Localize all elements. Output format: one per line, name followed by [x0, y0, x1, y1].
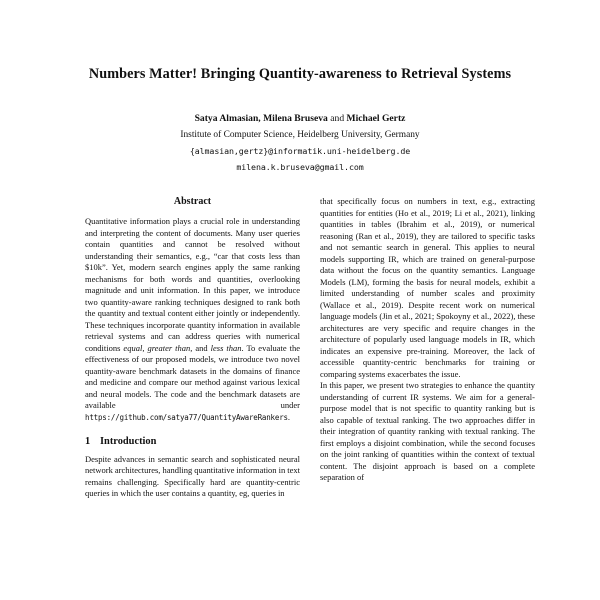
- abstract-text-3: , and: [190, 342, 211, 353]
- author-email-primary: {almasian,gertz}@informatik.uni-heidelberg.de: [189, 145, 411, 156]
- abstract-italic-greater-than: greater than: [147, 342, 191, 353]
- abstract-text-2: ,: [142, 342, 148, 353]
- author-email-secondary: milena.k.bruseva@gmail.com: [236, 162, 364, 173]
- abstract-text-4: . To evaluate the effectiveness of our proposed models, we introduce two novel quantity-aware benchmark datasets in the domains of finance and medicine and compare our method against various lexical and neural models. The code and the benchmark datasets are available under: [85, 342, 300, 411]
- abstract-italic-equal: equal: [123, 342, 143, 353]
- right-column-paragraph-2: In this paper, we present two strategies to enhance the quantity understanding of current IR systems. We aim for a general-purpose model that is not specific to quantity ranking but is also capable of textual ranking. The two approaches differ in their integration of quantity ranking with textual ranking. The first employs a disjoint combination, while the second focuses on the joint ranking of quantities within the context of textual content. The disjoint approach is based on a complete separation of: [320, 380, 535, 483]
- author-names-first: Satya Almasian, Milena Bruseva: [194, 112, 328, 124]
- title-block: [0, 0, 600, 175]
- page-title: Numbers Matter! Bringing Quantity-awareness to Retrieval Systems: [88, 66, 512, 82]
- author-names-last: Michael Gertz: [346, 112, 406, 124]
- abstract-text-5: .: [287, 411, 290, 422]
- author-affiliation: Institute of Computer Science, Heidelberg University, Germany: [180, 129, 420, 140]
- right-column-paragraph-1: that specifically focus on numbers in text, e.g., extracting quantities for entities (Ho et al., 2019; Li et al., 2021), linking quantities in tables (Ibrahim et al., 2019), or numerical reasoning (Ran et al., 2019), they are tailored to specific tasks and not semantic search in general. This applies to neural models supporting IR, which are trained on general-purpose data without the focus on the quantity semantics. Language Models (LM), forming the basis for neural models, exhibit a limited understanding of number scales and proximity (Wallace et al., 2019). Despite recent work on numerical language models (Jin et al., 2021; Spokoyny et al., 2022), these architectures are very specific and require changes in the architecture of popularly used language models in IR, which indicates an expensive pre-training. Moreover, the lack of accessible quantity-centric benchmarks for training or comparing systems exacerbates the issue.: [320, 196, 535, 379]
- code-repository-link[interactable]: https://github.com/satya77/QuantityAwareRankers: [85, 412, 288, 422]
- right-column: [320, 196, 535, 500]
- section-title: Introduction: [100, 436, 157, 448]
- left-column: [85, 196, 300, 500]
- abstract-heading: Abstract: [173, 196, 212, 207]
- introduction-heading: [85, 436, 300, 448]
- author-names: [60, 112, 540, 126]
- body-columns: [0, 196, 600, 500]
- author-conjunction: and: [330, 112, 345, 124]
- abstract-text-1: Quantitative information plays a crucial role in understanding and interpreting the content of documents. Many user queries contain quantities and cannot be resolved without understanding their semantics, e.g., “car that costs less than $10k”. Yet, modern search engines apply the same ranking mechanisms for both words and quantities, overlooking magnitude and unit information. In this paper, we introduce two quantity-aware ranking techniques designed to rank both the quantity and textual content either jointly or independently. These techniques incorporate quantity information in available retrieval systems and can address queries with numerical conditions: [85, 216, 300, 353]
- introduction-paragraph: Despite advances in semantic search and sophisticated neural network architectures, handling quantitative information in text remains challenging. Specifically hard are quantity-centric queries in which the user contains a quantity, eg, queries in: [85, 453, 300, 499]
- author-block: [60, 112, 540, 175]
- abstract-italic-less-than: less than: [210, 342, 242, 353]
- abstract-paragraph: [85, 216, 300, 423]
- section-number: 1: [85, 436, 91, 448]
